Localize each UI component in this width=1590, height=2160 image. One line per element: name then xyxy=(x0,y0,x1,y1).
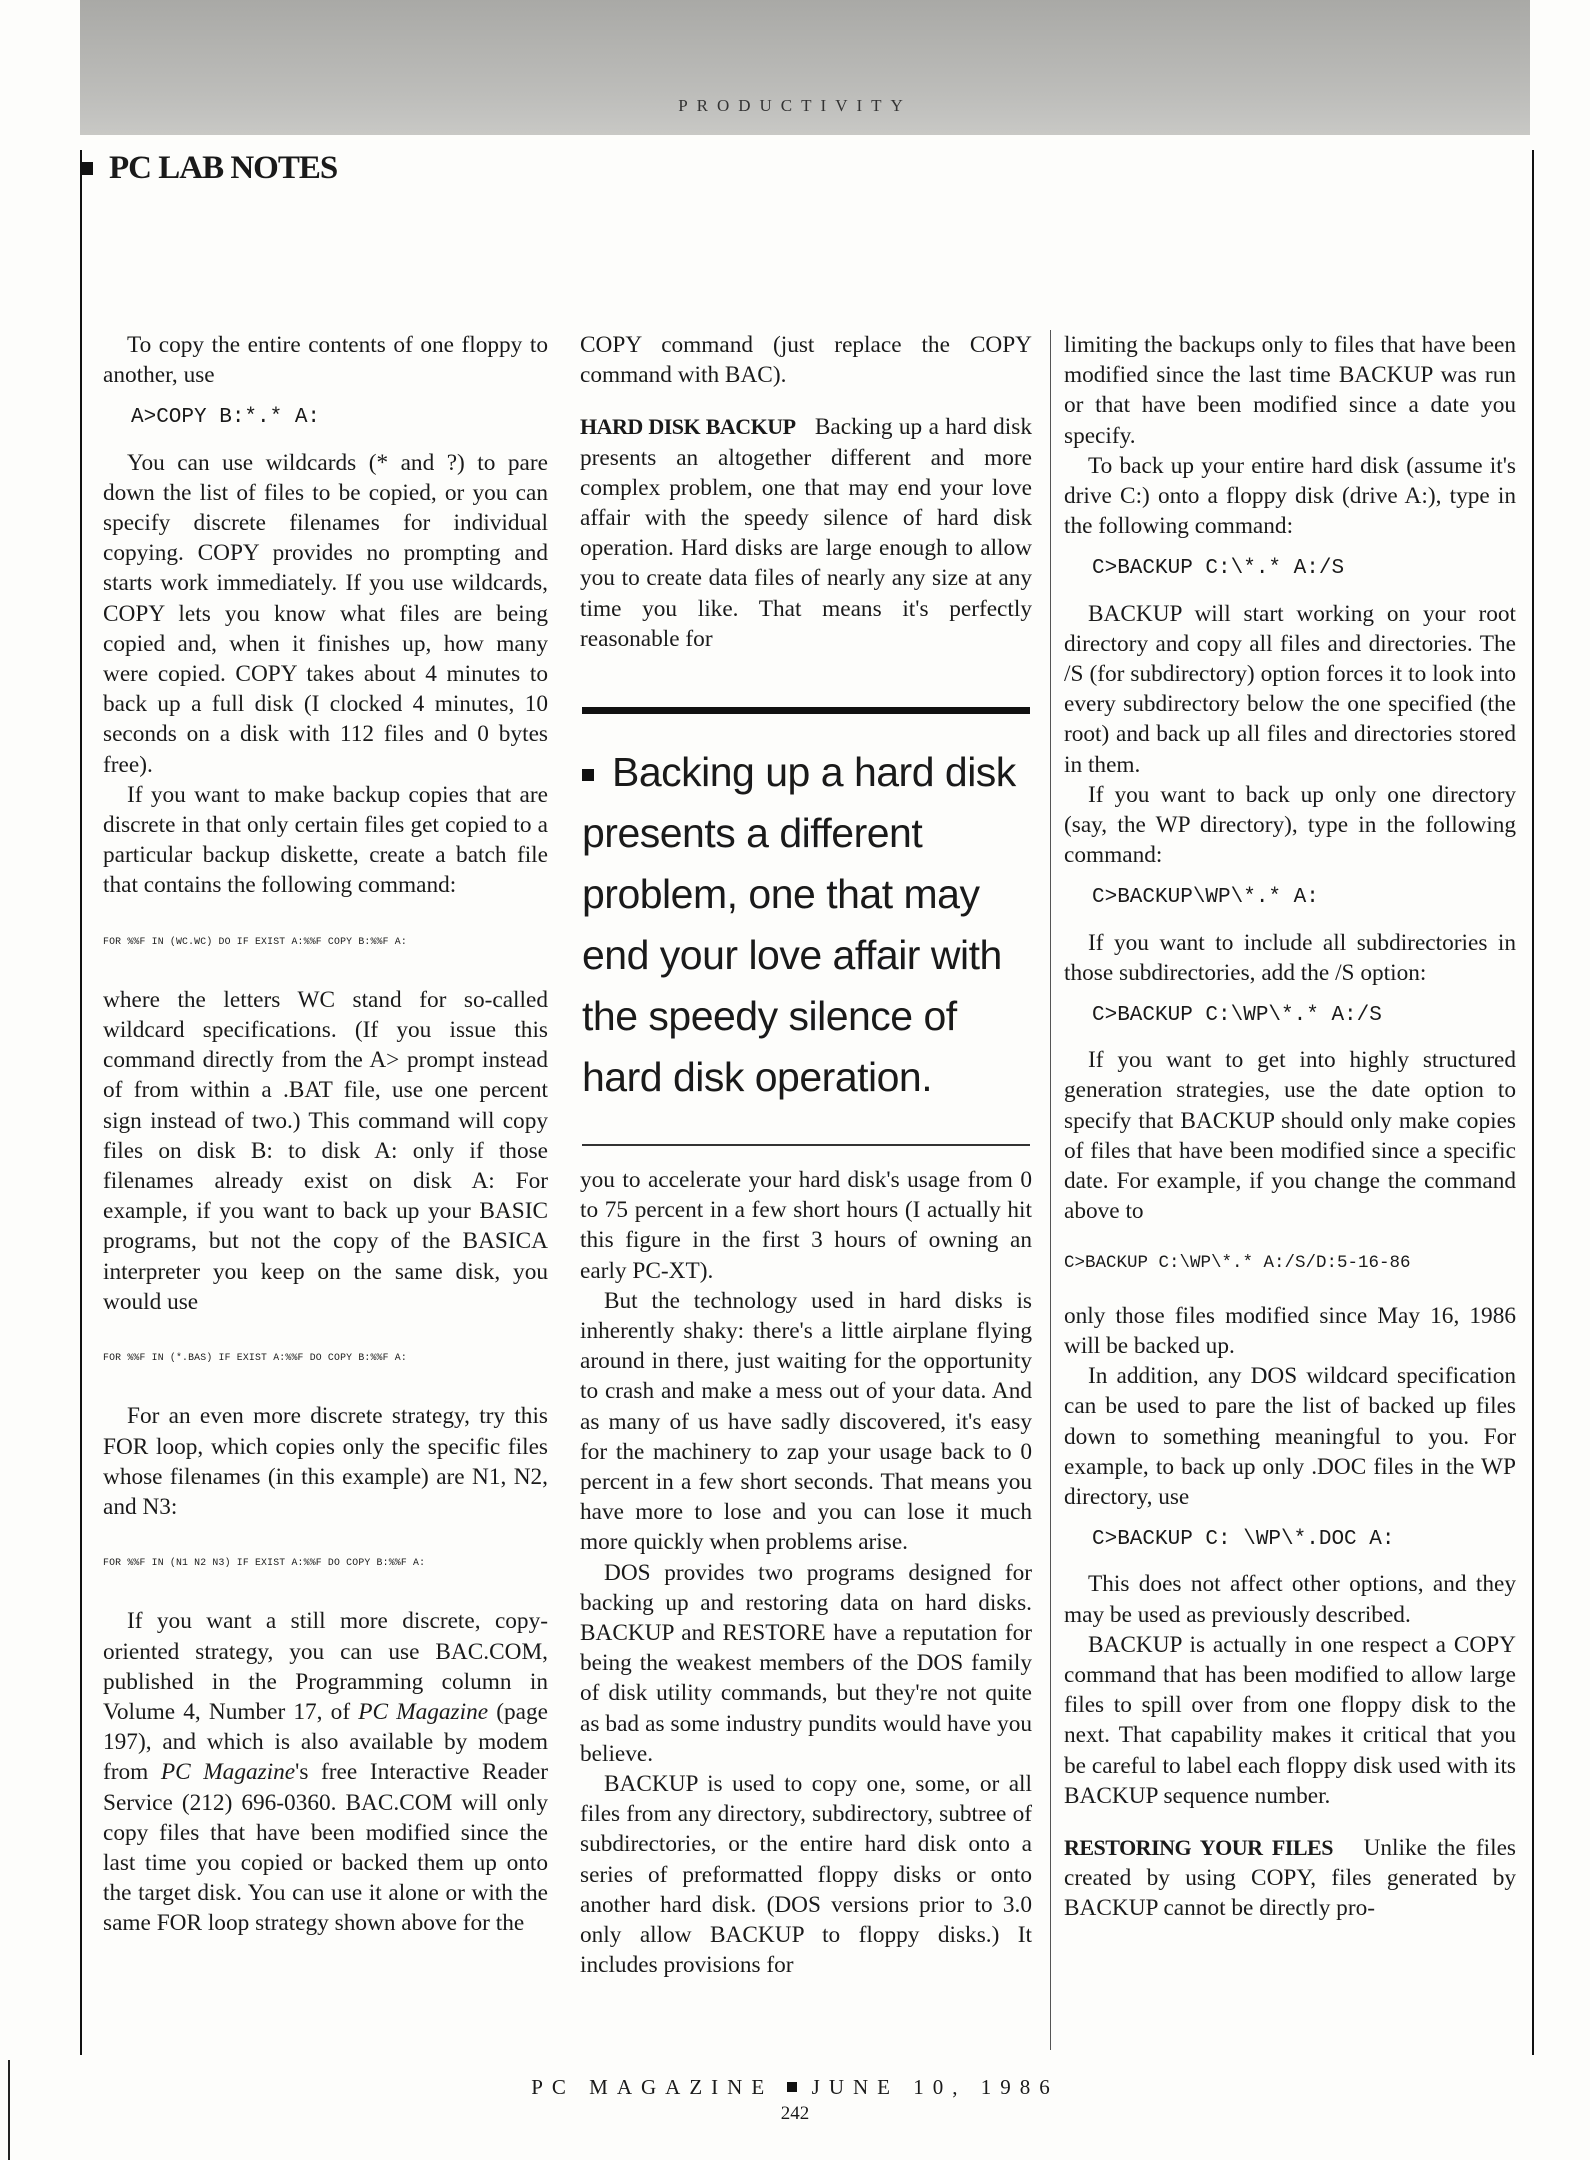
paragraph xyxy=(580,412,1032,654)
issue-date: JUNE 10, 1986 xyxy=(811,2075,1059,2099)
footer xyxy=(0,2075,1590,2100)
command-line: A>COPY B:*.* A: xyxy=(131,406,321,430)
paragraph: only those files modified since May 16, 1986 will be backed up. xyxy=(1064,1302,1516,1359)
paragraph: But the technology used in hard disks is inherently shaky: there's a little airplane flying around in there, just waiting for the opportunity to crash and make a mess out of your data. And as many of us have sadly discovered, it's easy for the machinery to zap your usage back to 0 percent in a few short seconds. That means you have more to lose and you can lose it much more quickly when problems arise. xyxy=(580,1287,1032,1556)
command-line: C>BACKUP C:\WP\*.* A:/S/D:5-16-86 xyxy=(1064,1253,1411,1274)
section-label: PRODUCTIVITY xyxy=(678,96,912,115)
paragraph xyxy=(1064,1833,1516,1924)
paragraph: If you want to get into highly structured generation strategies, use the date option to specify that BACKUP should only make copies of files that have been modified since a specific date. For example, if you change the command above to xyxy=(1064,1047,1516,1225)
right-rule xyxy=(1532,150,1534,2055)
paragraph: If you want to make backup copies that are discrete in that only certain files get copied to a particular backup diskette, create a batch file that contains the following command: xyxy=(103,781,548,899)
paragraph: you to accelerate your hard disk's usage from 0 to 75 percent in a few short hours (I actually hit this figure in the first 3 hours of owning an early PC-XT). xyxy=(580,1167,1032,1284)
paragraph: You can use wildcards (* and ?) to pare down the list of files to be copied, or you can specify discrete filenames for individual copying. COPY provides no prompting and starts work immediately. If you use wildcards, COPY lets you know what files are being copied and, when it finishes up, how many were copied. COPY takes about 4 minutes to back up a full disk (I clocked 4 minutes, 10 seconds on a disk with 112 files and 0 bytes free). xyxy=(103,449,548,778)
paragraph-text: Backing up a hard disk presents an altogether different and more complex problem, one that may end your love affair with the speedy silence of hard disk operation. Hard disks are large enough to allow you to create data files of nearly any size at any time you like. That means it's perfectly reasonable for xyxy=(580,414,1032,652)
paragraph-text: Unlike the files created by using COPY, files generated by BACKUP cannot be directly pro- xyxy=(1064,1834,1516,1922)
paragraph: In addition, any DOS wildcard specification can be used to pare the list of backed up files down to something meaningful to you. For example, to back up only .DOC files in the WP directory, use xyxy=(1064,1363,1516,1510)
column-rule xyxy=(1050,330,1051,2050)
paragraph: To back up your entire hard disk (assume it's drive C:) onto a floppy disk (drive A:), type in the following command: xyxy=(1064,452,1516,540)
column-title-text: PC LAB NOTES xyxy=(109,150,338,186)
column-3 xyxy=(1064,330,1516,1924)
subhead-restoring-your-files: RESTORING YOUR FILES xyxy=(1064,1834,1333,1860)
paragraph-text: If you want a still more discrete, copy-oriented strategy, you can use BAC.COM, published in the Programming column in Volume 4, Number 17, of xyxy=(103,1608,548,1725)
column-1 xyxy=(103,330,548,1939)
command-line: C>BACKUP C:\*.* A:/S xyxy=(1092,557,1345,581)
pull-quote-text: Backing up a hard disk presents a different problem, one that may end your love affair with the speedy silence of hard disk operation. xyxy=(582,749,1016,1100)
paragraph: If you want to include all subdirectories in those subdirectories, add the /S option: xyxy=(1064,929,1516,986)
paragraph: To copy the entire contents of one floppy to another, use xyxy=(103,332,548,389)
command-line: C>BACKUP\WP\*.* A: xyxy=(1092,886,1319,910)
scan-edge-mark xyxy=(8,2060,10,2160)
column-2-top xyxy=(580,330,1032,654)
command-line: C>BACKUP C:\WP\*.* A:/S xyxy=(1092,1004,1382,1028)
paragraph: This does not affect other options, and they may be used as previously described. xyxy=(1064,1571,1516,1628)
paragraph: DOS provides two programs designed for backing up and restoring data on hard disks. BACKUP and RESTORE have a reputation for being the weakest members of the DOS family of disk utility commands, but they're not quite as bad as some industry pundits would have you believe. xyxy=(580,1559,1032,1767)
column-2-bottom xyxy=(580,1165,1032,1980)
subhead-hard-disk-backup: HARD DISK BACKUP xyxy=(580,414,796,440)
command-line: FOR %%F IN (WC.WC) DO IF EXIST A:%%F COPY B:%%F A: xyxy=(103,935,407,947)
column-title xyxy=(80,150,337,187)
left-rule xyxy=(80,150,82,2055)
paragraph: BACKUP will start working on your root directory and copy all files and directories. The /S (for subdirectory) option forces it to look into every subdirectory below the one specified (the root) and back up all files and directories stored in them. xyxy=(1064,600,1516,778)
paragraph: BACKUP is actually in one respect a COPY command that has been modified to allow large files to spill over from one floppy disk to the next. That capability makes it critical that you be careful to label each floppy disk used with its BACKUP sequence number. xyxy=(1064,1631,1516,1809)
magazine-title: PC Magazine xyxy=(358,1698,489,1725)
paragraph: limiting the backups only to files that have been modified since the last time BACKUP was run or that have been modified since a date you specify. xyxy=(1064,332,1516,449)
pull-quote-body xyxy=(582,742,1030,1108)
paragraph-text: (page 197), and which is also available by modem from xyxy=(103,1698,549,1786)
paragraph: If you want to back up only one directory (say, the WP directory), type in the following command: xyxy=(1064,781,1516,869)
magazine-title: PC Magazine xyxy=(160,1759,296,1786)
paragraph-text: 's free Interactive Reader Service (212) 696-0360. BAC.COM will only copy files that have been modified since the last time you copied or backed them up onto the target disk. You can use it alone or with the same FOR loop strategy shown above for the xyxy=(103,1759,548,1937)
bullet-square-icon xyxy=(582,769,594,781)
command-line: C>BACKUP C: \WP\*.DOC A: xyxy=(1092,1528,1395,1552)
publication-name: PC MAGAZINE xyxy=(531,2075,774,2099)
paragraph xyxy=(103,1606,548,1938)
command-line: FOR %%F IN (N1 N2 N3) IF EXIST A:%%F DO COPY B:%%F A: xyxy=(103,1557,426,1569)
paragraph: BACKUP is used to copy one, some, or all files from any directory, subdirectory, subtree of subdirectories, or the entire hard disk onto a series of preformatted floppy disks or onto another hard disk. (DOS versions prior to 3.0 only allow BACKUP to floppy disks.) It includes provisions for xyxy=(580,1771,1032,1979)
page-number: 242 xyxy=(780,2103,810,2124)
paragraph: where the letters WC stand for so-called wildcard specifications. (If you issue this command directly from the A> prompt instead of from within a .BAT file, use one percent sign instead of two.) This command will copy files on disk B: to disk A: only if those filenames already exist on disk A: For example, if you want to back up your BASIC programs, but not the copy of the BASICA interpreter you keep on the same disk, you would use xyxy=(103,986,548,1315)
pull-quote xyxy=(582,707,1030,1146)
bullet-square-icon xyxy=(787,2082,797,2092)
paragraph: For an even more discrete strategy, try this FOR loop, which copies only the specific files whose filenames (in this example) are N1, N2, and N3: xyxy=(103,1403,548,1520)
paragraph: COPY command (just replace the COPY command with BAC). xyxy=(580,332,1032,389)
command-line: FOR %%F IN (*.BAS) IF EXIST A:%%F DO COPY B:%%F A: xyxy=(103,1352,407,1364)
